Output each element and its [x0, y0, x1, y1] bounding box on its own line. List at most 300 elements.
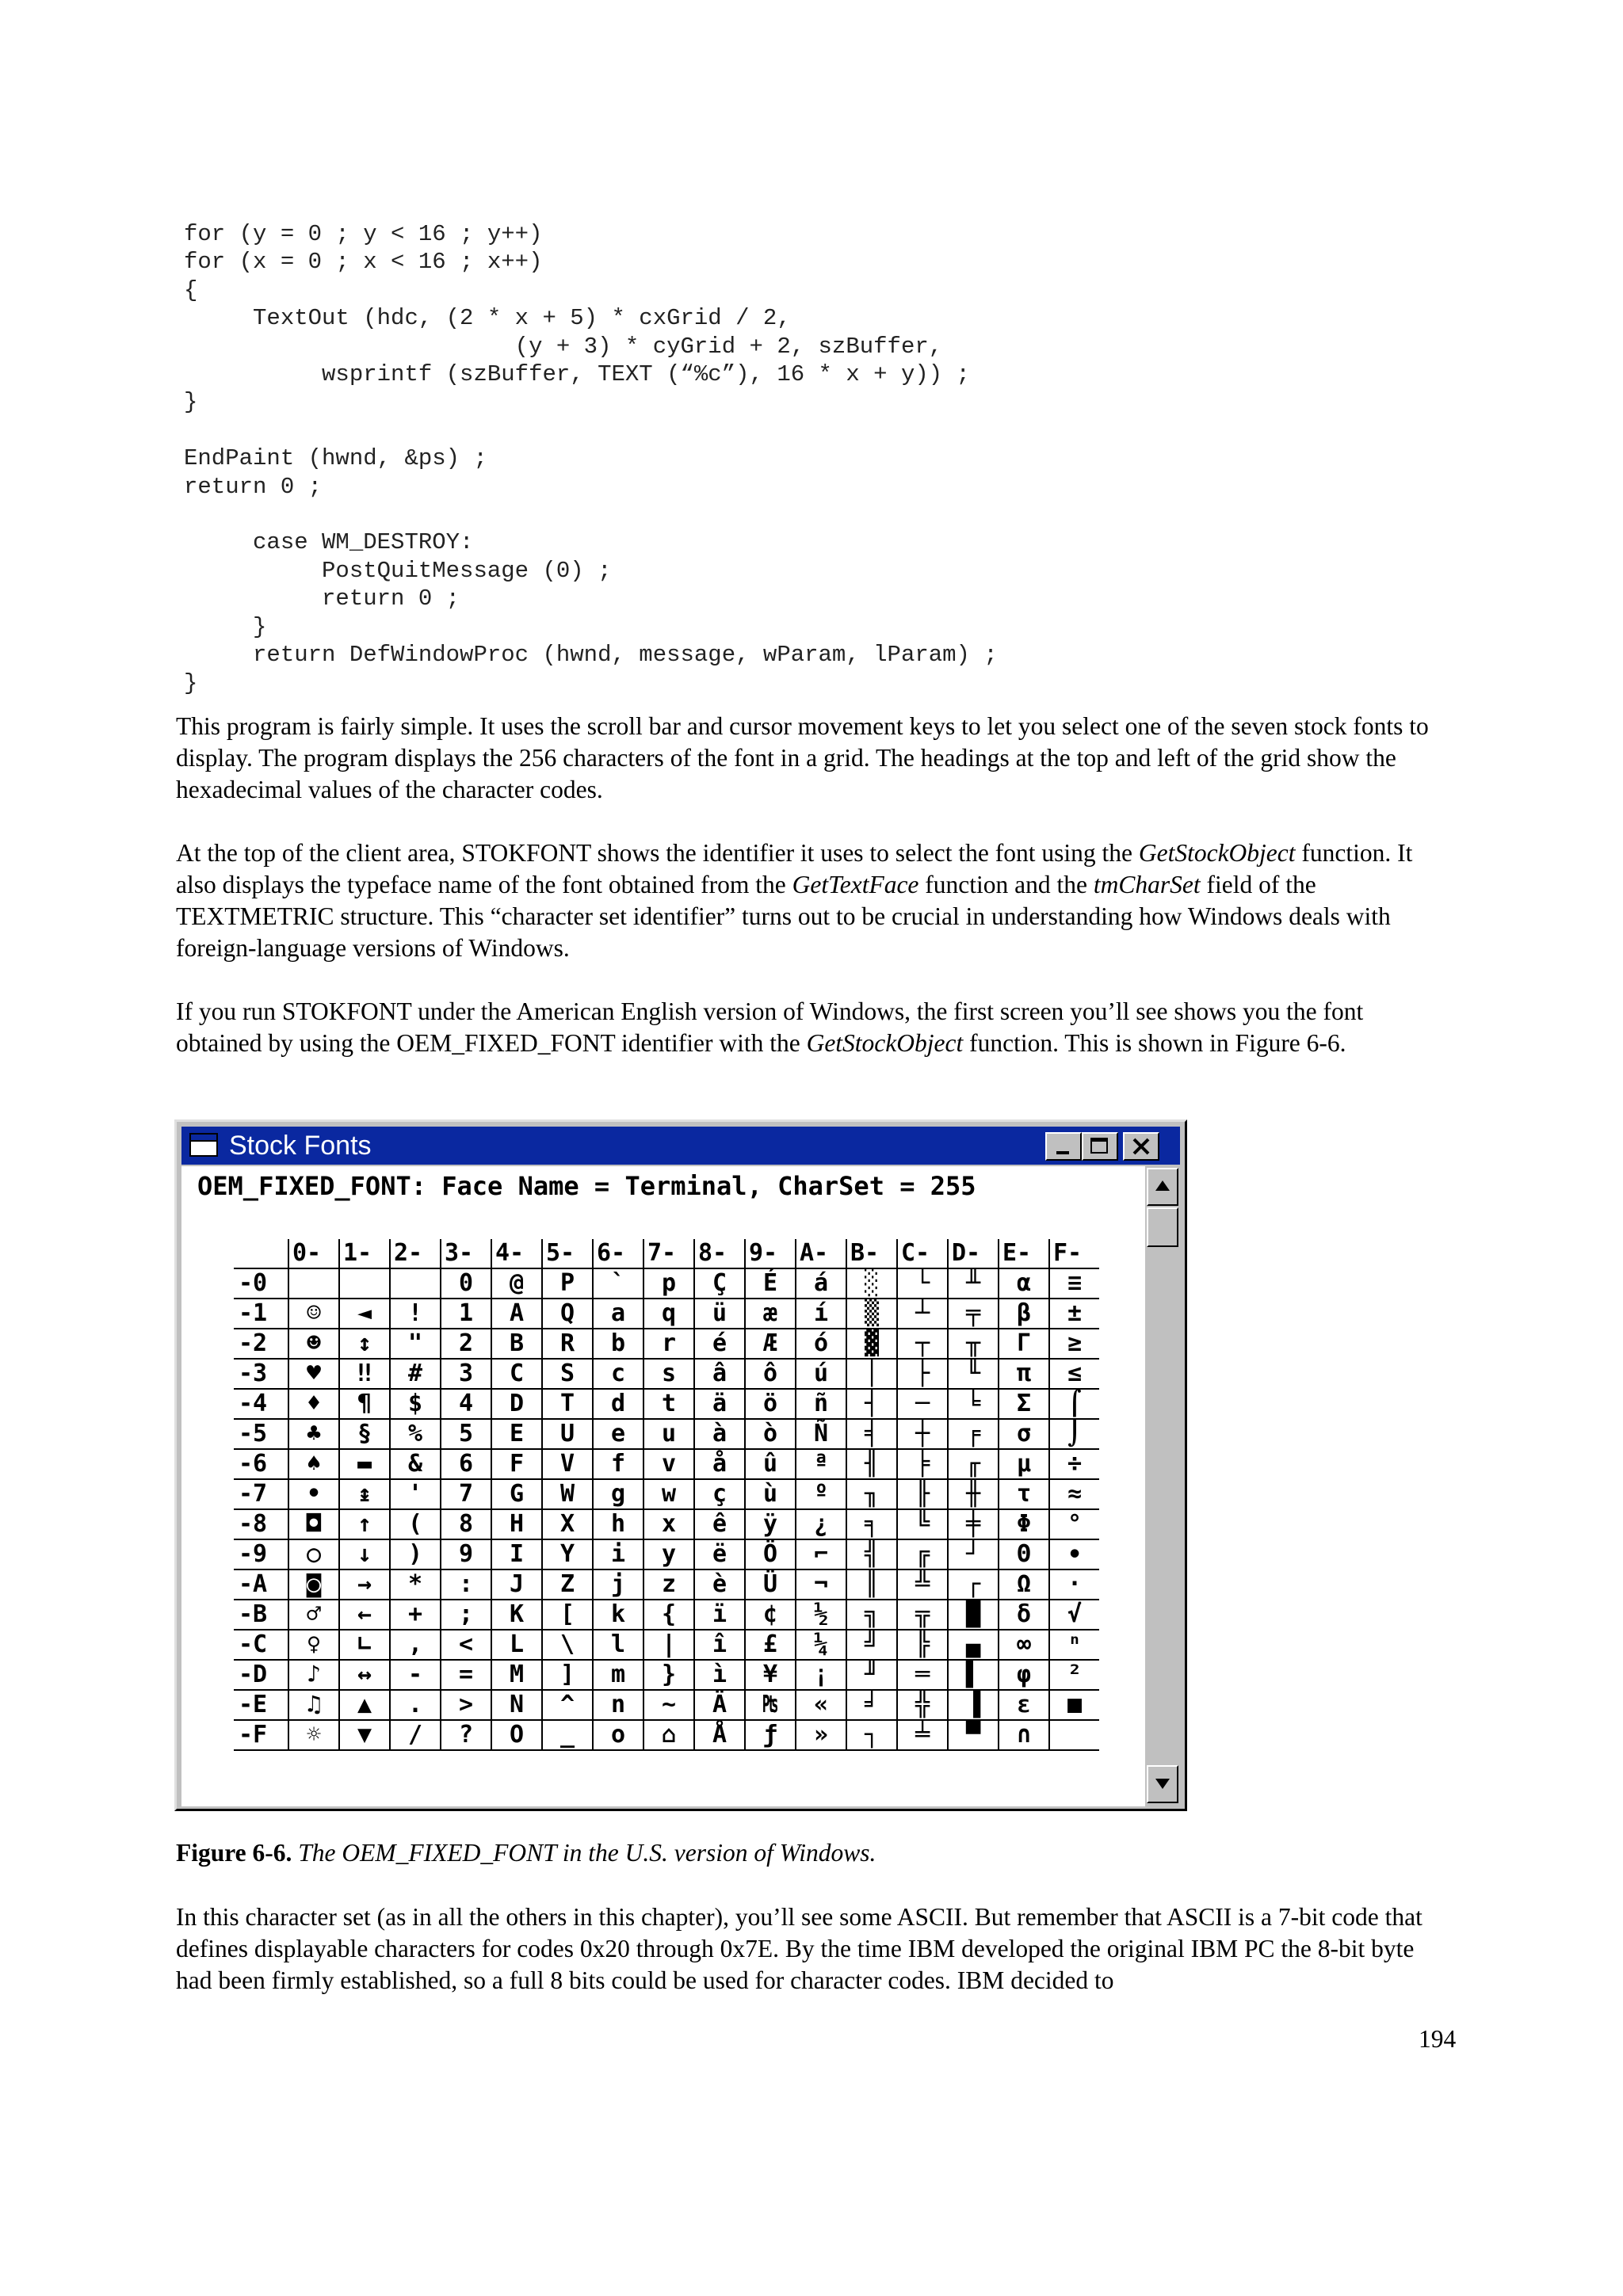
char-cell: ÷ [1049, 1449, 1099, 1479]
code-line: (y + 3) * cyGrid + 2, szBuffer, [184, 333, 943, 360]
char-cell: ╪ [948, 1509, 999, 1539]
char-cell: ╚ [897, 1509, 948, 1539]
row-header: -B [234, 1600, 288, 1630]
char-cell: T [542, 1389, 593, 1419]
grid-corner [234, 1239, 288, 1268]
char-cell: f [593, 1449, 643, 1479]
char-cell: ∟ [339, 1630, 390, 1660]
column-header: D- [948, 1239, 999, 1268]
char-cell: ≈ [1049, 1479, 1099, 1509]
char-cell: M [491, 1660, 542, 1690]
char-cell: ¿ [796, 1509, 846, 1539]
grid-row [234, 1720, 1099, 1750]
system-menu-icon[interactable] [189, 1133, 218, 1157]
paragraph-ascii: In this character set (as in all the others in this chapter), you’ll see some ASCII. But remember that ASCII is a 7-bit code that defines displayable characters for codes 0x20 through 0x7E. By the time IBM developed the original IBM PC the 8-bit byte had been firmly established, so a full 8 bits could be used for character codes. IBM decided to [176, 1903, 1423, 1994]
char-cell: P [542, 1268, 593, 1299]
code-line: } [184, 389, 198, 416]
char-cell: # [390, 1359, 441, 1389]
code-line: return 0 ; [184, 585, 460, 612]
char-cell: F [491, 1449, 542, 1479]
char-cell: b [593, 1329, 643, 1359]
char-cell: ← [339, 1600, 390, 1630]
code-line: wsprintf (szBuffer, TEXT (“%c”), 16 * x + y)) ; [184, 361, 970, 388]
char-cell: ┘ [948, 1539, 999, 1569]
char-cell: ª [796, 1449, 846, 1479]
scroll-up-arrow-icon[interactable] [1147, 1168, 1178, 1206]
grid-row [234, 1268, 1099, 1299]
char-cell: ♀ [288, 1630, 339, 1660]
char-cell: ◄ [339, 1299, 390, 1329]
char-cell: √ [1049, 1600, 1099, 1630]
char-cell: L [491, 1630, 542, 1660]
char-cell: e [593, 1419, 643, 1449]
char-cell: 7 [441, 1479, 491, 1509]
char-cell: ½ [796, 1600, 846, 1630]
char-cell: · [1049, 1569, 1099, 1600]
column-header: C- [897, 1239, 948, 1268]
grid-row [234, 1600, 1099, 1630]
column-header: 1- [339, 1239, 390, 1268]
char-cell: ♠ [288, 1449, 339, 1479]
char-cell: ! [390, 1299, 441, 1329]
char-cell [1049, 1720, 1099, 1750]
char-cell: > [441, 1690, 491, 1720]
char-cell: r [643, 1329, 694, 1359]
char-cell: ╡ [846, 1419, 897, 1449]
char-cell: ⌠ [1049, 1389, 1099, 1419]
char-cell: ☺ [288, 1299, 339, 1329]
char-cell: z [643, 1569, 694, 1600]
char-cell: Ñ [796, 1419, 846, 1449]
char-cell: → [339, 1569, 390, 1600]
char-cell: 5 [441, 1419, 491, 1449]
char-cell: ì [694, 1660, 745, 1690]
char-cell: v [643, 1449, 694, 1479]
char-cell: ♦ [288, 1389, 339, 1419]
char-cell: U [542, 1419, 593, 1449]
char-cell: ü [694, 1299, 745, 1329]
row-header: -E [234, 1690, 288, 1720]
maximize-icon[interactable] [1082, 1132, 1118, 1161]
char-cell: } [643, 1660, 694, 1690]
char-cell: ⌂ [643, 1720, 694, 1750]
char-cell: Γ [999, 1329, 1049, 1359]
grid-row [234, 1569, 1099, 1600]
grid-row [234, 1329, 1099, 1359]
char-cell: ♫ [288, 1690, 339, 1720]
char-cell: [ [542, 1600, 593, 1630]
char-cell: φ [999, 1660, 1049, 1690]
char-cell: 6 [441, 1449, 491, 1479]
char-cell: ▒ [846, 1299, 897, 1329]
code-line: for (x = 0 ; x < 16 ; x++) [184, 249, 543, 276]
char-cell: u [643, 1419, 694, 1449]
char-cell: α [999, 1268, 1049, 1299]
char-cell: ‼ [339, 1359, 390, 1389]
char-cell: ░ [846, 1268, 897, 1299]
grid-row [234, 1660, 1099, 1690]
char-cell: ╞ [897, 1449, 948, 1479]
char-cell: ↑ [339, 1509, 390, 1539]
char-cell: ¡ [796, 1660, 846, 1690]
char-cell: Ü [745, 1569, 796, 1600]
char-cell: l [593, 1630, 643, 1660]
char-cell: B [491, 1329, 542, 1359]
char-cell: < [441, 1630, 491, 1660]
grid-row [234, 1539, 1099, 1569]
grid-row [234, 1509, 1099, 1539]
row-header: -F [234, 1720, 288, 1750]
char-cell: ▲ [339, 1690, 390, 1720]
code-line: { [184, 277, 198, 303]
row-header: -2 [234, 1329, 288, 1359]
char-cell: ↕ [339, 1329, 390, 1359]
title-bar[interactable] [181, 1127, 1180, 1165]
char-cell: ▬ [339, 1449, 390, 1479]
char-cell: ▐ [948, 1690, 999, 1720]
char-cell: τ [999, 1479, 1049, 1509]
grid-row [234, 1299, 1099, 1329]
scroll-down-arrow-icon[interactable] [1147, 1765, 1178, 1803]
char-cell: " [390, 1329, 441, 1359]
char-cell: ÿ [745, 1509, 796, 1539]
grid-row [234, 1419, 1099, 1449]
char-cell: ± [1049, 1299, 1099, 1329]
char-cell: ╢ [846, 1449, 897, 1479]
char-cell: ò [745, 1419, 796, 1449]
char-cell: ╤ [948, 1299, 999, 1329]
code-line: TextOut (hdc, (2 * x + 5) * cxGrid / 2, [184, 305, 791, 332]
char-cell: / [390, 1720, 441, 1750]
code-line: return 0 ; [184, 473, 323, 500]
char-cell: ♪ [288, 1660, 339, 1690]
char-cell: ä [694, 1389, 745, 1419]
char-cell: ○ [288, 1539, 339, 1569]
char-cell: . [390, 1690, 441, 1720]
column-header: 3- [441, 1239, 491, 1268]
char-cell: ╙ [948, 1359, 999, 1389]
char-cell: Φ [999, 1509, 1049, 1539]
char-cell: R [542, 1329, 593, 1359]
char-cell: ï [694, 1600, 745, 1630]
char-cell: ↓ [339, 1539, 390, 1569]
char-cell: ° [1049, 1509, 1099, 1539]
char-cell: π [999, 1359, 1049, 1389]
char-cell: ↔ [339, 1660, 390, 1690]
char-cell: ┴ [897, 1299, 948, 1329]
char-cell: ┬ [897, 1329, 948, 1359]
char-cell: µ [999, 1449, 1049, 1479]
char-cell: ╦ [897, 1600, 948, 1630]
close-icon[interactable] [1123, 1132, 1159, 1161]
char-cell: X [542, 1509, 593, 1539]
char-cell: ñ [796, 1389, 846, 1419]
char-cell: t [643, 1389, 694, 1419]
char-cell: $ [390, 1389, 441, 1419]
char-cell: ≡ [1049, 1268, 1099, 1299]
char-cell: ▌ [948, 1660, 999, 1690]
char-cell: ☼ [288, 1720, 339, 1750]
char-cell: ╛ [846, 1690, 897, 1720]
char-cell: ] [542, 1660, 593, 1690]
char-cell: ¶ [339, 1389, 390, 1419]
char-cell: ¼ [796, 1630, 846, 1660]
char-cell: ó [796, 1329, 846, 1359]
char-cell: ╩ [897, 1569, 948, 1600]
char-cell: p [643, 1268, 694, 1299]
char-cell: { [643, 1600, 694, 1630]
char-cell: m [593, 1660, 643, 1690]
char-cell: ^ [542, 1690, 593, 1720]
char-cell: å [694, 1449, 745, 1479]
char-cell: % [390, 1419, 441, 1449]
char-cell: ╗ [846, 1600, 897, 1630]
char-cell: ╧ [897, 1720, 948, 1750]
char-cell: Y [542, 1539, 593, 1569]
char-cell: ô [745, 1359, 796, 1389]
row-header: -9 [234, 1539, 288, 1569]
char-cell: a [593, 1299, 643, 1329]
char-cell: σ [999, 1419, 1049, 1449]
char-cell: ↨ [339, 1479, 390, 1509]
row-header: -D [234, 1660, 288, 1690]
char-cell: W [542, 1479, 593, 1509]
char-cell: Z [542, 1569, 593, 1600]
char-cell: Ö [745, 1539, 796, 1569]
char-cell: K [491, 1600, 542, 1630]
char-cell: g [593, 1479, 643, 1509]
char-cell: @ [491, 1268, 542, 1299]
row-header: -4 [234, 1389, 288, 1419]
char-cell: ) [390, 1539, 441, 1569]
char-cell: ~ [643, 1690, 694, 1720]
grid-row [234, 1690, 1099, 1720]
char-cell: ◙ [288, 1569, 339, 1600]
char-cell: ⌡ [1049, 1419, 1099, 1449]
char-cell: É [745, 1268, 796, 1299]
char-cell: - [390, 1660, 441, 1690]
char-cell: ═ [897, 1660, 948, 1690]
char-cell: ▄ [948, 1630, 999, 1660]
char-cell: │ [846, 1359, 897, 1389]
row-header: -3 [234, 1359, 288, 1389]
char-cell: 0 [441, 1268, 491, 1299]
code-line: PostQuitMessage (0) ; [184, 557, 612, 584]
char-cell: ┤ [846, 1389, 897, 1419]
char-cell: V [542, 1449, 593, 1479]
char-cell: ë [694, 1539, 745, 1569]
char-cell: ╕ [846, 1509, 897, 1539]
scroll-thumb[interactable] [1147, 1207, 1178, 1247]
char-cell: ƒ [745, 1720, 796, 1750]
grid-row [234, 1389, 1099, 1419]
column-header: 9- [745, 1239, 796, 1268]
char-cell: ╘ [948, 1389, 999, 1419]
char-cell: J [491, 1569, 542, 1600]
char-cell: Θ [999, 1539, 1049, 1569]
char-cell: Ω [999, 1569, 1049, 1600]
char-cell: ╒ [948, 1419, 999, 1449]
char-cell: + [390, 1600, 441, 1630]
char-cell: █ [948, 1600, 999, 1630]
row-header: -7 [234, 1479, 288, 1509]
char-cell: h [593, 1509, 643, 1539]
char-cell: Å [694, 1720, 745, 1750]
char-cell: ♣ [288, 1419, 339, 1449]
char-cell: ╠ [897, 1630, 948, 1660]
char-cell: ( [390, 1509, 441, 1539]
char-cell: j [593, 1569, 643, 1600]
char-cell: s [643, 1359, 694, 1389]
char-cell: ├ [897, 1359, 948, 1389]
char-cell: ╔ [897, 1539, 948, 1569]
char-cell: ù [745, 1479, 796, 1509]
char-cell: , [390, 1630, 441, 1660]
column-header: E- [999, 1239, 1049, 1268]
char-cell: º [796, 1479, 846, 1509]
char-cell: & [390, 1449, 441, 1479]
char-cell: è [694, 1569, 745, 1600]
row-header: -0 [234, 1268, 288, 1299]
char-cell: \ [542, 1630, 593, 1660]
char-cell: o [593, 1720, 643, 1750]
char-cell: à [694, 1419, 745, 1449]
char-cell: O [491, 1720, 542, 1750]
char-cell: ╣ [846, 1539, 897, 1569]
char-cell: û [745, 1449, 796, 1479]
char-cell: ≤ [1049, 1359, 1099, 1389]
char-cell [390, 1268, 441, 1299]
window-title: Stock Fonts [229, 1131, 372, 1161]
char-cell: A [491, 1299, 542, 1329]
code-line: EndPaint (hwnd, &ps) ; [184, 445, 487, 472]
char-cell: β [999, 1299, 1049, 1329]
column-header: B- [846, 1239, 897, 1268]
char-cell: ç [694, 1479, 745, 1509]
column-header: A- [796, 1239, 846, 1268]
char-cell: Ç [694, 1268, 745, 1299]
char-cell [288, 1268, 339, 1299]
char-cell: * [390, 1569, 441, 1600]
char-cell: E [491, 1419, 542, 1449]
char-cell: æ [745, 1299, 796, 1329]
row-header: -C [234, 1630, 288, 1660]
column-header: 5- [542, 1239, 593, 1268]
char-cell: ║ [846, 1569, 897, 1600]
char-cell: ┌ [948, 1569, 999, 1600]
char-cell: ¬ [796, 1569, 846, 1600]
char-cell: ♂ [288, 1600, 339, 1630]
char-cell: ⁿ [1049, 1630, 1099, 1660]
code-line: case WM_DESTROY: [184, 529, 474, 556]
char-cell: n [593, 1690, 643, 1720]
row-header: -8 [234, 1509, 288, 1539]
char-cell: é [694, 1329, 745, 1359]
char-cell: ┐ [846, 1720, 897, 1750]
row-header: -1 [234, 1299, 288, 1329]
char-cell: C [491, 1359, 542, 1389]
char-cell: : [441, 1569, 491, 1600]
char-cell: Ä [694, 1690, 745, 1720]
char-cell: ¥ [745, 1660, 796, 1690]
char-cell: ╥ [948, 1329, 999, 1359]
font-info-line: OEM_FIXED_FONT: Face Name = Terminal, CharSet = 255 [197, 1171, 976, 1201]
code-listing [184, 220, 998, 697]
char-cell: ∩ [999, 1720, 1049, 1750]
char-cell: ╫ [948, 1479, 999, 1509]
char-cell: D [491, 1389, 542, 1419]
grid-row [234, 1449, 1099, 1479]
grid-row [234, 1630, 1099, 1660]
char-cell: δ [999, 1600, 1049, 1630]
char-cell: N [491, 1690, 542, 1720]
char-cell: ◘ [288, 1509, 339, 1539]
char-cell: £ [745, 1630, 796, 1660]
char-cell: ☻ [288, 1329, 339, 1359]
page-number: 194 [1419, 2025, 1457, 2053]
char-cell: Q [542, 1299, 593, 1329]
char-cell: ² [1049, 1660, 1099, 1690]
char-cell: • [288, 1479, 339, 1509]
char-cell: ≥ [1049, 1329, 1099, 1359]
figure-caption: Figure 6-6. The OEM_FIXED_FONT in the U.S. version of Windows. [176, 1839, 876, 1867]
char-cell: ■ [1049, 1690, 1099, 1720]
char-cell: y [643, 1539, 694, 1569]
paragraph-intro: This program is fairly simple. It uses the scroll bar and cursor movement keys to let you select one of the seven stock fonts to display. The program displays the 256 characters of the font in a grid. The headings at the top and left of the grid show the hexadecimal values of the character codes. [176, 712, 1429, 803]
column-header: 4- [491, 1239, 542, 1268]
stock-fonts-window [174, 1119, 1187, 1811]
char-cell: í [796, 1299, 846, 1329]
vertical-scrollbar[interactable] [1145, 1166, 1180, 1806]
column-header: 7- [643, 1239, 694, 1268]
char-cell: § [339, 1419, 390, 1449]
char-cell: 1 [441, 1299, 491, 1329]
char-cell: ╜ [846, 1660, 897, 1690]
client-area [181, 1166, 1145, 1806]
char-cell: ─ [897, 1389, 948, 1419]
char-cell: â [694, 1359, 745, 1389]
char-cell: ⌐ [796, 1539, 846, 1569]
char-cell: Æ [745, 1329, 796, 1359]
char-cell: ▀ [948, 1720, 999, 1750]
char-cell: ε [999, 1690, 1049, 1720]
char-cell: ▓ [846, 1329, 897, 1359]
char-cell: ∙ [1049, 1539, 1099, 1569]
char-cell: ê [694, 1509, 745, 1539]
row-header: -6 [234, 1449, 288, 1479]
column-header: 0- [288, 1239, 339, 1268]
code-line: for (y = 0 ; y < 16 ; y++) [184, 221, 543, 247]
grid-row [234, 1359, 1099, 1389]
char-cell: ▼ [339, 1720, 390, 1750]
character-grid [234, 1239, 1099, 1751]
minimize-icon[interactable] [1045, 1132, 1082, 1161]
char-cell: = [441, 1660, 491, 1690]
char-cell: S [542, 1359, 593, 1389]
char-cell: └ [897, 1268, 948, 1299]
char-cell: ₧ [745, 1690, 796, 1720]
char-cell: c [593, 1359, 643, 1389]
char-cell: ╬ [897, 1690, 948, 1720]
char-cell: á [796, 1268, 846, 1299]
char-cell: ╓ [948, 1449, 999, 1479]
char-cell: ∞ [999, 1630, 1049, 1660]
char-cell: « [796, 1690, 846, 1720]
char-cell: » [796, 1720, 846, 1750]
char-cell: Σ [999, 1389, 1049, 1419]
char-cell: G [491, 1479, 542, 1509]
column-header: F- [1049, 1239, 1099, 1268]
